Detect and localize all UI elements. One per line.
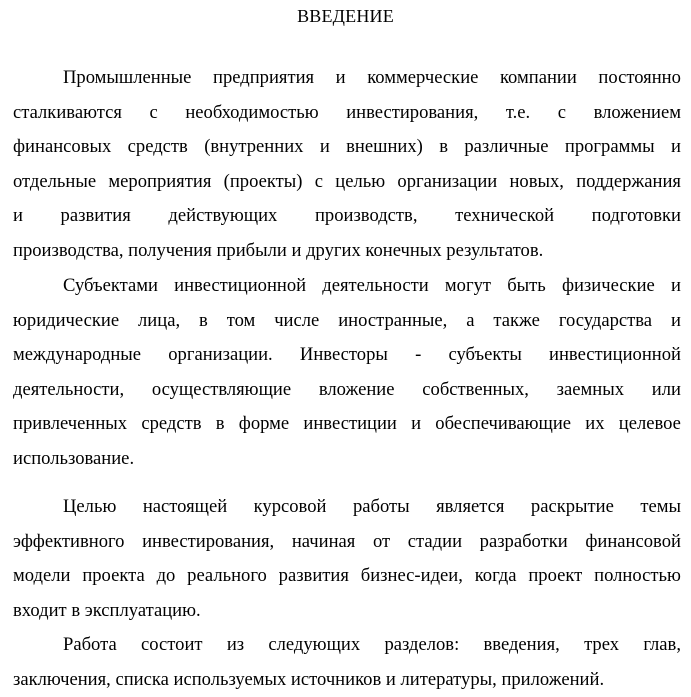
paragraph-2 <box>13 269 681 476</box>
paragraph-line: входит в эксплуатацию. <box>13 594 681 629</box>
paragraph-line: Промышленные предприятия и коммерческие компании постоянно <box>13 61 681 96</box>
paragraph-line: Целью настоящей курсовой работы является раскрытие темы <box>13 490 681 525</box>
paragraph-line: заключения, списка используемых источников и литературы, приложений. <box>13 663 681 697</box>
paragraph-4 <box>13 628 681 697</box>
paragraph-line: и развития действующих производств, технической подготовки <box>13 199 681 234</box>
paragraph-1 <box>13 61 681 268</box>
paragraph-line: деятельности, осуществляющие вложение собственных, заемных или <box>13 373 681 408</box>
paragraph-3 <box>13 490 681 628</box>
paragraph-line: финансовых средств (внутренних и внешних) в различные программы и <box>13 130 681 165</box>
paragraph-line: Субъектами инвестиционной деятельности могут быть физические и <box>13 269 681 304</box>
paragraph-line: Работа состоит из следующих разделов: введения, трех глав, <box>13 628 681 663</box>
paragraph-line: производства, получения прибыли и других конечных результатов. <box>13 234 681 269</box>
paragraph-line: модели проекта до реального развития бизнес-идеи, когда проект полностью <box>13 559 681 594</box>
paragraph-line: эффективного инвестирования, начиная от стадии разработки финансовой <box>13 525 681 560</box>
paragraph-line: международные организации. Инвесторы - субъекты инвестиционной <box>13 338 681 373</box>
page-title: ВВЕДЕНИЕ <box>0 4 691 28</box>
paragraph-line: отдельные мероприятия (проекты) с целью организации новых, поддержания <box>13 165 681 200</box>
paragraph-line: юридические лица, в том числе иностранные, а также государства и <box>13 304 681 339</box>
paragraph-line: сталкиваются с необходимостью инвестирования, т.е. с вложением <box>13 96 681 131</box>
paragraph-line: использование. <box>13 442 681 477</box>
paragraph-line: привлеченных средств в форме инвестиции и обеспечивающие их целевое <box>13 407 681 442</box>
